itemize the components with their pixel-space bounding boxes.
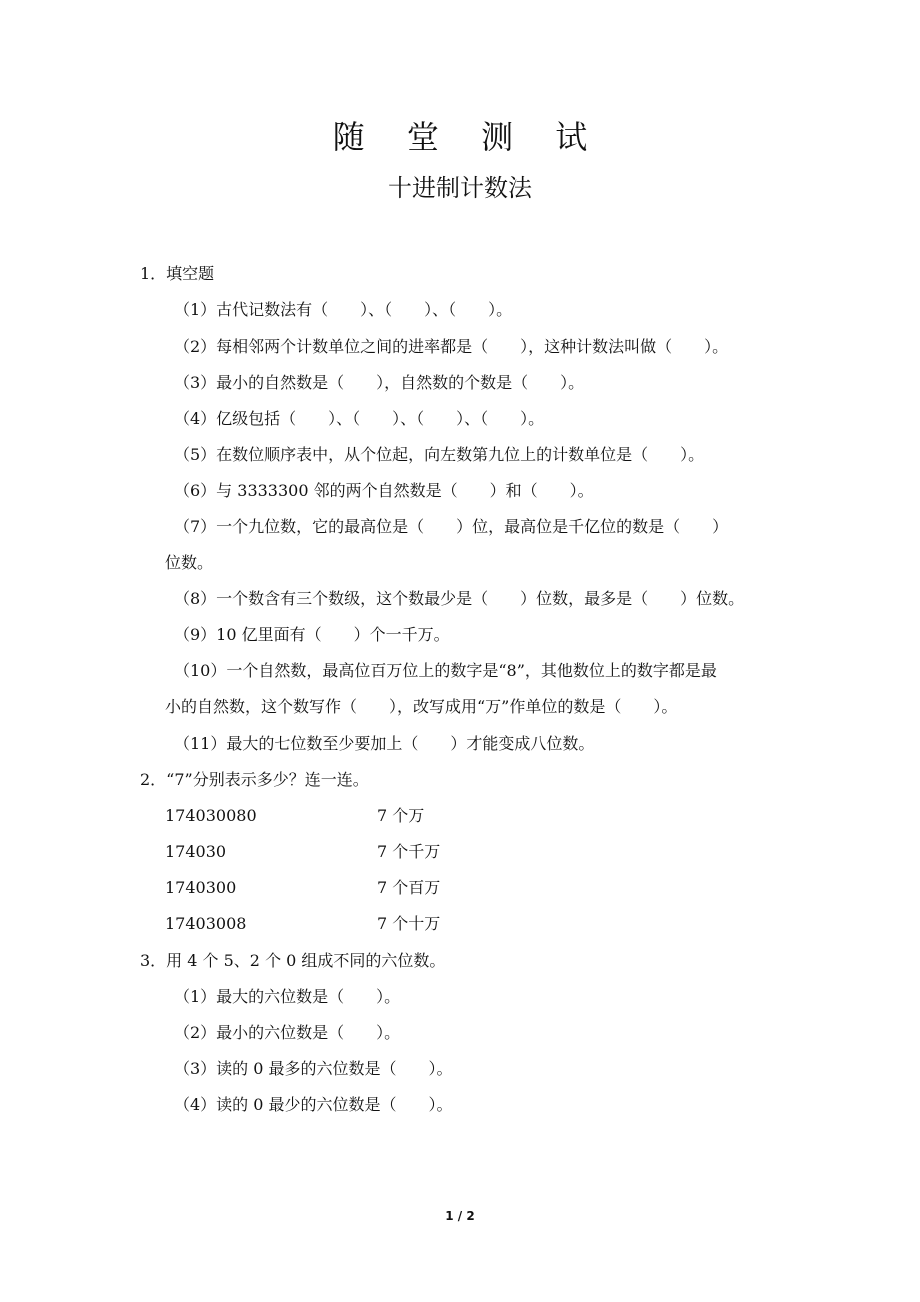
q1-item-7: （7）一个九位数，它的最高位是（ ）位，最高位是千亿位的数是（ ）: [174, 517, 729, 536]
q1-item-6: （6）与 3333300 邻的两个自然数是（ ）和（ ）。: [174, 481, 594, 500]
q1-item-11: （11）最大的七位数至少要加上（ ）才能变成八位数。: [174, 734, 595, 753]
q2-meaning: 7 个十万: [377, 914, 441, 933]
q1-item-1: （1）古代记数法有（ ）、（ ）、（ ）。: [174, 300, 513, 319]
q1-item-3: （3）最小的自然数是（ ），自然数的个数是（ ）。: [174, 373, 585, 392]
q1-item-2: （2）每相邻两个计数单位之间的进率都是（ ），这种计数法叫做（ ）。: [174, 337, 729, 356]
page-number: 1 / 2: [445, 1209, 475, 1223]
question-2-heading: 2．“7”分别表示多少？连一连。: [140, 770, 369, 789]
q1-item-9: （9）10 亿里面有（ ）个一千万。: [174, 625, 450, 644]
q2-meaning: 7 个万: [377, 806, 425, 825]
question-1-heading: 1．填空题: [140, 264, 215, 283]
page-subtitle: 十进制计数法: [388, 174, 532, 202]
q1-item-7-continued: 位数。: [165, 553, 214, 572]
q3-item-2: （2）最小的六位数是（ ）。: [174, 1023, 401, 1042]
q1-item-4: （4）亿级包括（ ）、（ ）、（ ）、（ ）。: [174, 409, 545, 428]
q3-item-3: （3）读的 0 最多的六位数是（ ）。: [174, 1059, 453, 1078]
page-title: 随 堂 测 试: [332, 118, 604, 156]
q1-item-8: （8）一个数含有三个数级，这个数最少是（ ）位数，最多是（ ）位数。: [174, 589, 745, 608]
q3-item-4: （4）读的 0 最少的六位数是（ ）。: [174, 1095, 453, 1114]
q2-number: 174030080: [165, 806, 257, 825]
q2-number: 1740300: [165, 878, 237, 897]
q2-meaning: 7 个百万: [377, 878, 441, 897]
q2-number: 174030: [165, 842, 227, 861]
q2-meaning: 7 个千万: [377, 842, 441, 861]
question-3-heading: 3．用 4 个 5、2 个 0 组成不同的六位数。: [140, 951, 446, 970]
q1-item-5: （5）在数位顺序表中，从个位起，向左数第九位上的计数单位是（ ）。: [174, 445, 705, 464]
q3-item-1: （1）最大的六位数是（ ）。: [174, 987, 401, 1006]
q2-number: 17403008: [165, 914, 247, 933]
q1-item-10: （10）一个自然数，最高位百万位上的数字是“8”，其他数位上的数字都是最: [174, 661, 717, 680]
q1-item-10-continued: 小的自然数，这个数写作（ ），改写成用“万”作单位的数是（ ）。: [165, 697, 678, 716]
